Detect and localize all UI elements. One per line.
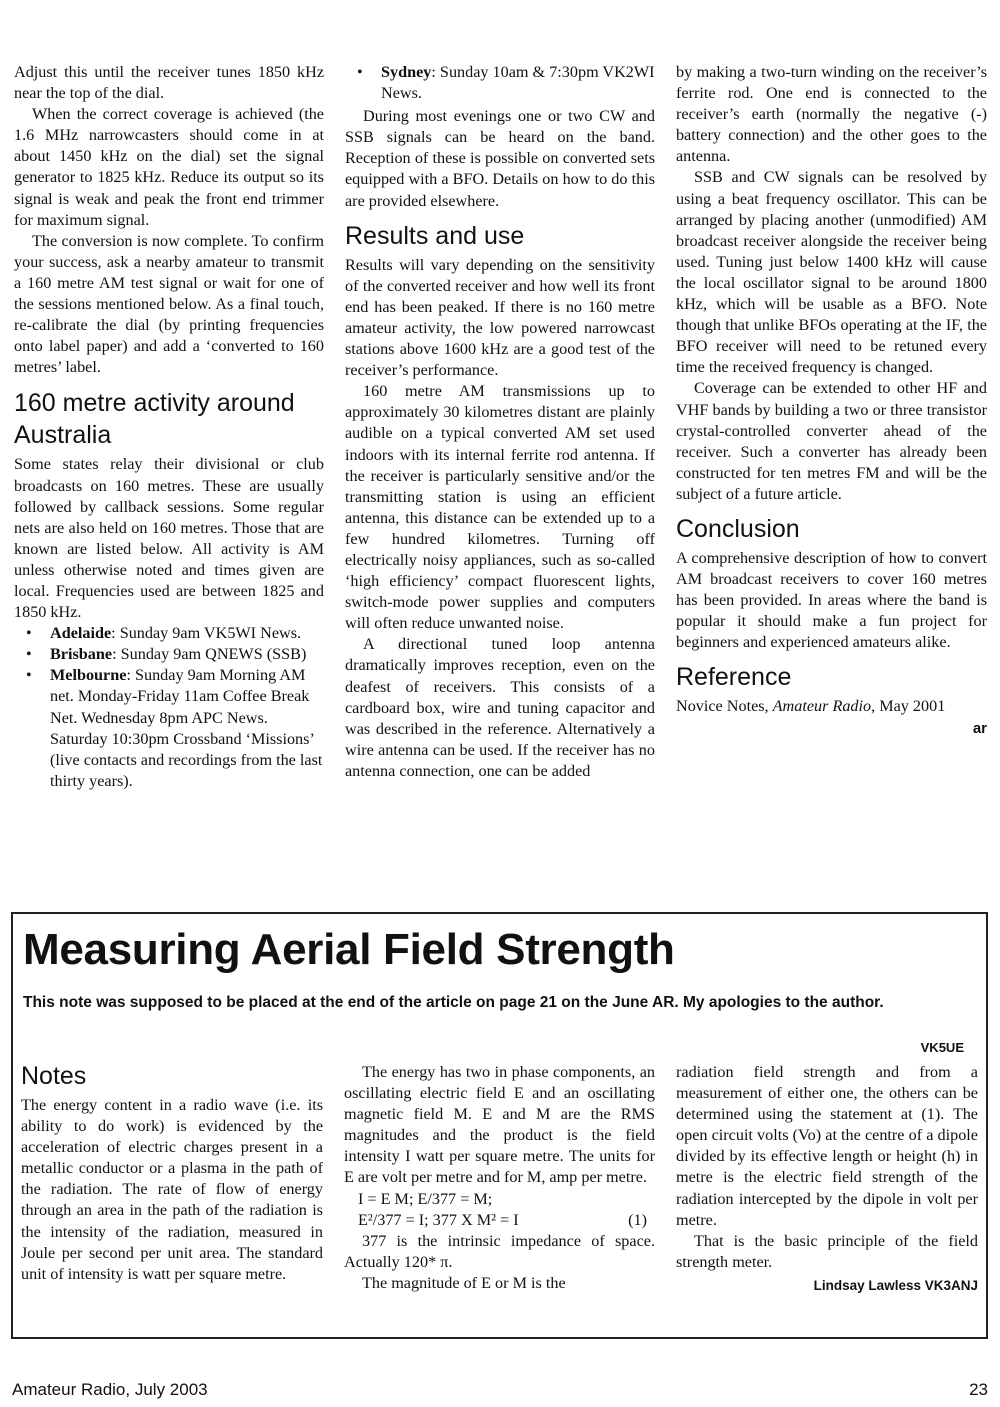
column-3 (676, 62, 987, 739)
place-name: Melbourne (50, 666, 127, 685)
list-item-text: : Sunday 9am VK5WI News. (111, 624, 302, 643)
place-name: Brisbane (50, 645, 113, 664)
box-column-1 (21, 1058, 323, 1285)
equation-number: (1) (628, 1210, 647, 1229)
author-signature: Lindsay Lawless VK3ANJ (813, 1277, 978, 1293)
place-name: Adelaide (50, 624, 112, 643)
list-item-text: : Sunday 9am Morning AM net. Monday-Friday 11am Coffee Break Net. Wednesday 8pm APC News. Saturday 10:30pm Crossband ‘Missions’ (live contacts and recordings from the last thirty years). (50, 666, 323, 790)
equation-line (344, 1210, 655, 1231)
place-name: Sydney (381, 63, 432, 81)
paragraph: Coverage can be extended to other HF and VHF bands by building a two or three transistor crystal-controlled converter ahead of the receiver. Such a converter has already been constructed for ten metres FM and will be the subject of a future article. (676, 379, 987, 503)
list-item (14, 623, 324, 644)
box-column-3 (676, 1062, 978, 1296)
note-box (11, 912, 988, 1339)
list-item-text: : Sunday 9am QNEWS (SSB) (112, 645, 307, 664)
reference-prefix: Novice Notes, (676, 697, 773, 716)
paragraph: 160 metre AM transmissions up to approximately 30 kilometres distant are plainly audible on a typical converted AM set used indoors with its internal ferrite rod antenna. If the receiver is particularly sensitive and/or the transmitting station is using an efficient antenna, this distance can be extended up to a few hundred kilometres. Turning off electrically noisy appliances, such as so-called ‘high efficiency’ compact fluorescent lights, switch-mode power supplies and computers will often reduce unwanted noise. (345, 382, 655, 633)
paragraph: radiation field strength and from a measurement of either one, the others can be determined using the statement at (1). The open circuit volts (Vo) at the centre of a dipole divided by its effective length or height (h) in metre is the electric field strength of the radiation intercepted by the dipole in volt per metre. (676, 1063, 978, 1229)
paragraph: Some states relay their divisional or club broadcasts on 160 metres. These are usually followed by callback sessions. Some regular nets are also held on 160 metres. Those that are known are listed below. All activity is AM unless otherwise noted and times given are local. Frequencies used are between 1825 and 1850 kHz. (14, 455, 324, 622)
paragraph: The energy content in a radio wave (i.e. its ability to do work) is evidenced by the acceleration of electric charges present in a metallic conductor or a plasma in the path of the radiation. The rate of flow of energy through an area in the path of the radiation is the intensity of the radiation, measured in Joule per second per unit area. The standard unit of intensity is watt per square metre. (21, 1096, 323, 1283)
section-heading-results: Results and use (345, 221, 525, 250)
paragraph: The energy has two in phase components, an oscillating electric field E and an oscillating magnetic field M. E and M are the RMS magnitudes and the product is the field intensity I watt per square metre. The units for E are volt per metre and for M, amp per metre. (344, 1063, 655, 1187)
paragraph: by making a two-turn winding on the receiver’s ferrite rod. One end is connected to the receiver’s earth (normally the negative (-) battery connection) and the other goes to the antenna. (676, 63, 987, 166)
bullet-icon: • (26, 645, 32, 664)
box-column-2 (344, 1062, 655, 1294)
paragraph: The magnitude of E or M is the (362, 1273, 566, 1292)
box-subtitle: This note was supposed to be placed at the end of the article on page 21 on the June AR. My apologies to the author. (23, 994, 884, 1011)
publication-info: Amateur Radio, July 2003 (12, 1380, 208, 1399)
list-item-text: : Sunday 10am & 7:30pm VK2WI News. (381, 63, 655, 103)
equation-text: E²/377 = I; 377 X M² = I (358, 1210, 519, 1229)
paragraph: SSB and CW signals can be resolved by using a beat frequency oscillator. This can be arranged by placing another (unmodified) AM broadcast receiver alongside the receiver being used. Tuning just below 1400 kHz will cause the local oscillator signal to be around 1800 kHz, which will be usable as a BFO. Note though that unlike BFOs operating at the IF, the BFO receiver will need to be retuned every time the received frequency is changed. (676, 168, 987, 377)
reference-title: Amateur Radio (772, 697, 872, 716)
bullet-icon: • (357, 63, 363, 81)
list-item (345, 62, 655, 104)
section-heading-160-activity: 160 metre activity around Australia (14, 389, 295, 450)
box-author: VK5UE (920, 1040, 964, 1055)
page-number: 23 (969, 1380, 988, 1399)
reference-suffix: , May 2001 (871, 697, 946, 716)
bullet-icon: • (26, 666, 32, 685)
paragraph: Adjust this until the receiver tunes 1850 kHz near the top of the dial. (14, 63, 324, 103)
paragraph: The conversion is now complete. To confirm your success, ask a nearby amateur to transmit a 160 metre AM test signal or wait for one of the sessions mentioned below. As a final touch, re-calibrate the dial (by printing frequencies onto label paper) and add a ‘converted to 160 metres’ label. (14, 231, 324, 377)
net-list (14, 623, 324, 792)
equation-line: I = E M; E/377 = M; (358, 1189, 493, 1208)
paragraph: A comprehensive description of how to convert AM broadcast receivers to cover 160 metres has been provided. In areas where the band is popular it should make a fun project for beginners and experienced amateurs alike. (676, 548, 987, 652)
box-title: Measuring Aerial Field Strength (23, 925, 675, 974)
reference-entry (676, 696, 987, 717)
paragraph: Results will vary depending on the sensitivity of the converted receiver and how well its front end has been peaked. If there is no 160 metre amateur activity, the low powered narrowcast stations above 1600 kHz are a good test of the receiver’s performance. (345, 255, 655, 380)
section-heading-reference: Reference (676, 663, 792, 692)
paragraph: That is the basic principle of the field strength meter. (676, 1231, 978, 1271)
column-2 (345, 62, 655, 782)
list-item (14, 665, 324, 792)
paragraph: 377 is the intrinsic impedance of space. Actually 120* π. (344, 1231, 655, 1271)
column-1 (14, 62, 324, 792)
end-mark: ar (972, 719, 987, 737)
paragraph: During most evenings one or two CW and SSB signals can be heard on the band. Reception of these is possible on converted sets equipped with a BFO. Details on how to do this are provided elsewhere. (345, 107, 655, 210)
list-item (14, 644, 324, 665)
section-heading-conclusion: Conclusion (676, 514, 800, 543)
net-list-continued (345, 62, 655, 104)
bullet-icon: • (26, 624, 32, 643)
section-heading-notes: Notes (21, 1062, 87, 1090)
paragraph: When the correct coverage is achieved (the 1.6 MHz narrowcasters should come in at about 1450 kHz on the dial) set the signal generator to 1825 kHz. Reduce its output so its signal is weak and peak the front end trimmer for maximum signal. (14, 105, 324, 229)
paragraph: A directional tuned loop antenna dramatically improves reception, even on the deafest of receivers. This consists of a cardboard box, wire and tuning capacitor and was described in the reference. Alternatively a wire antenna can be used. If the receiver has no antenna connection, one can be added (345, 635, 655, 780)
